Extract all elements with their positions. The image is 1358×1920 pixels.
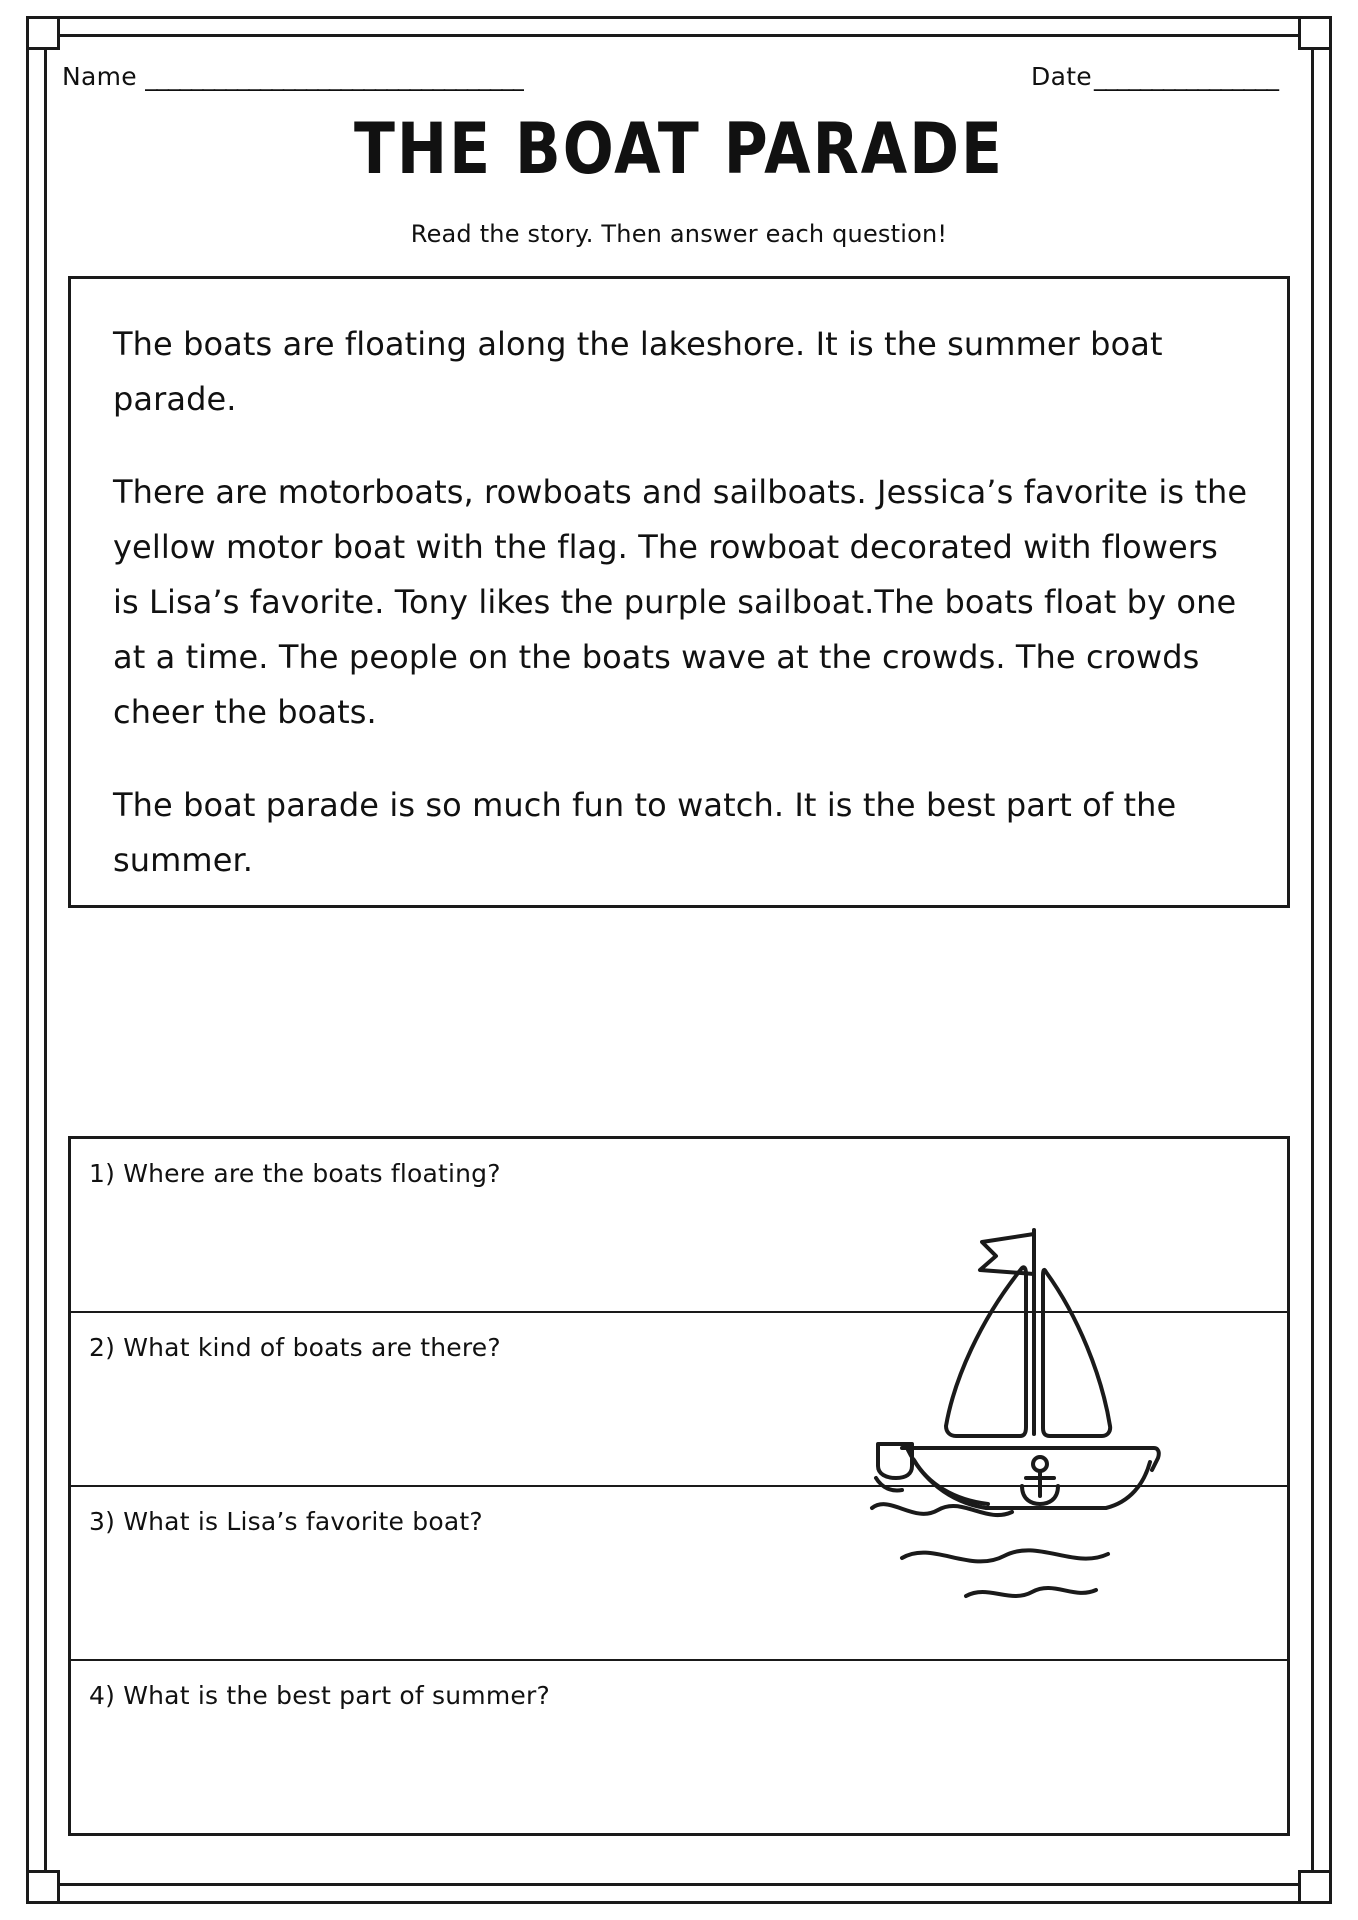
corner-ornament-top-left [26,16,60,50]
question-row[interactable] [71,1139,1287,1313]
question-text: 3) What is Lisa’s favorite boat? [89,1507,483,1536]
story-paragraph: The boats are floating along the lakeshore. It is the summer boat parade. [113,325,1163,419]
questions-box [68,1136,1290,1836]
corner-ornament-bottom-right [1298,1870,1332,1904]
question-row[interactable] [71,1487,1287,1661]
story-passage-box [68,276,1290,908]
page-title: THE BOAT PARADE [353,108,1005,191]
name-write-line[interactable]: _________________________________ [144,62,525,91]
question-row[interactable] [71,1313,1287,1487]
story-paragraph: There are motorboats, rowboats and sailboats. Jessica’s favorite is the yellow motor boat with the flag. The rowboat decorated with flowers is Lisa’s favorite. Tony likes the purple sailboat.The boats float by one at a time. The people on the boats wave at the crowds. The crowds cheer the boats. [113,473,1248,732]
corner-ornament-bottom-left [26,1870,60,1904]
story-paragraph: The boat parade is so much fun to watch. It is the best part of the summer. [113,786,1177,880]
corner-ornament-top-right [1298,16,1332,50]
page-subtitle: Read the story. Then answer each question! [410,220,948,248]
date-write-line[interactable]: ________________ [1094,62,1278,91]
name-date-row [62,62,1278,91]
question-row[interactable] [71,1661,1287,1836]
name-label: Name [62,62,137,91]
question-text: 4) What is the best part of summer? [89,1681,550,1710]
question-text: 2) What kind of boats are there? [89,1333,501,1362]
date-label: Date [1031,62,1092,91]
question-text: 1) Where are the boats floating? [89,1159,501,1188]
